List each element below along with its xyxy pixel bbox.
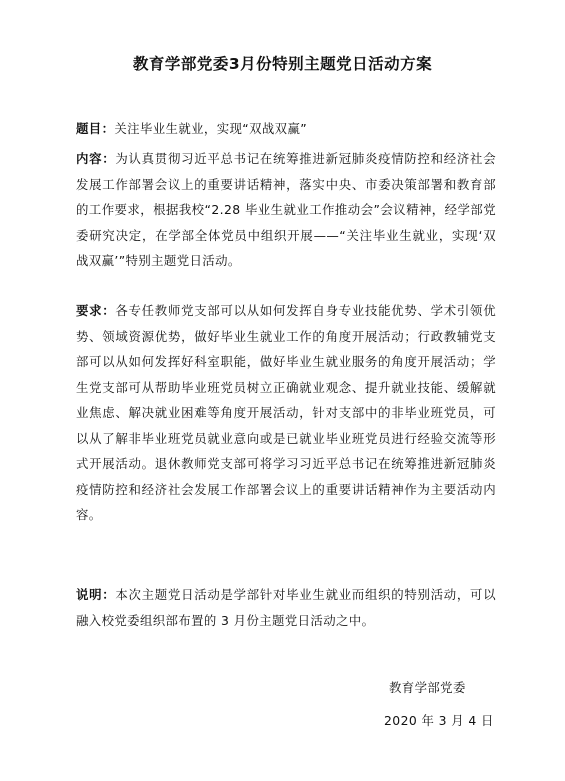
content-paragraph bbox=[76, 146, 496, 274]
topic-label: 题目： bbox=[76, 121, 115, 136]
requirements-text: 各专任教师党支部可以从如何发挥自身专业技能优势、学术引领优势、领域资源优势，做好毕业生就业工作的角度开展活动；行政教辅党支部可以从如何发挥好科室职能，做好毕业生就业服务的角度开展活动；学生党支部可从帮助毕业班党员树立正确就业观念、提升就业技能、缓解就业焦虑、解决就业困难等角度开展活动，针对支部中的非毕业班党员，可以从了解非毕业班党员就业意向或是已就业毕业班党员进行经验交流等形式开展活动。退休教师党支部可将学习习近平总书记在统筹推进新冠肺炎疫情防控和经济社会发展工作部署会议上的重要讲话精神作为主要活动内容。 bbox=[76, 303, 496, 522]
note-paragraph bbox=[76, 582, 496, 633]
requirements-label: 要求： bbox=[76, 303, 116, 318]
signature-organization: 教育学部党委 bbox=[389, 680, 466, 695]
content-text: 为认真贯彻习近平总书记在统筹推进新冠肺炎疫情防控和经济社会发展工作部署会议上的重要讲话精神，落实中央、市委决策部署和教育部的工作要求，根据我校“2.28 毕业生就业工作推动会”会议精神，经学部党委研究决定，在学部全体党员中组织开展——“关注毕业生就业，实现‘双战双赢’”特别主题党日活动。 bbox=[76, 151, 496, 268]
topic-text: 关注毕业生就业，实现“双战双赢” bbox=[114, 121, 308, 136]
topic-paragraph bbox=[76, 116, 496, 142]
note-text: 本次主题党日活动是学部针对毕业生就业而组织的特别活动，可以融入校党委组织部布置的 3 月份主题党日活动之中。 bbox=[76, 587, 496, 628]
signature-date: 2020 年 3 月 4 日 bbox=[384, 713, 494, 728]
note-label: 说明： bbox=[76, 587, 116, 602]
content-label: 内容： bbox=[76, 151, 116, 166]
requirements-paragraph bbox=[76, 298, 496, 528]
document-title: 教育学部党委3月份特别主题党日活动方案 bbox=[132, 55, 433, 73]
